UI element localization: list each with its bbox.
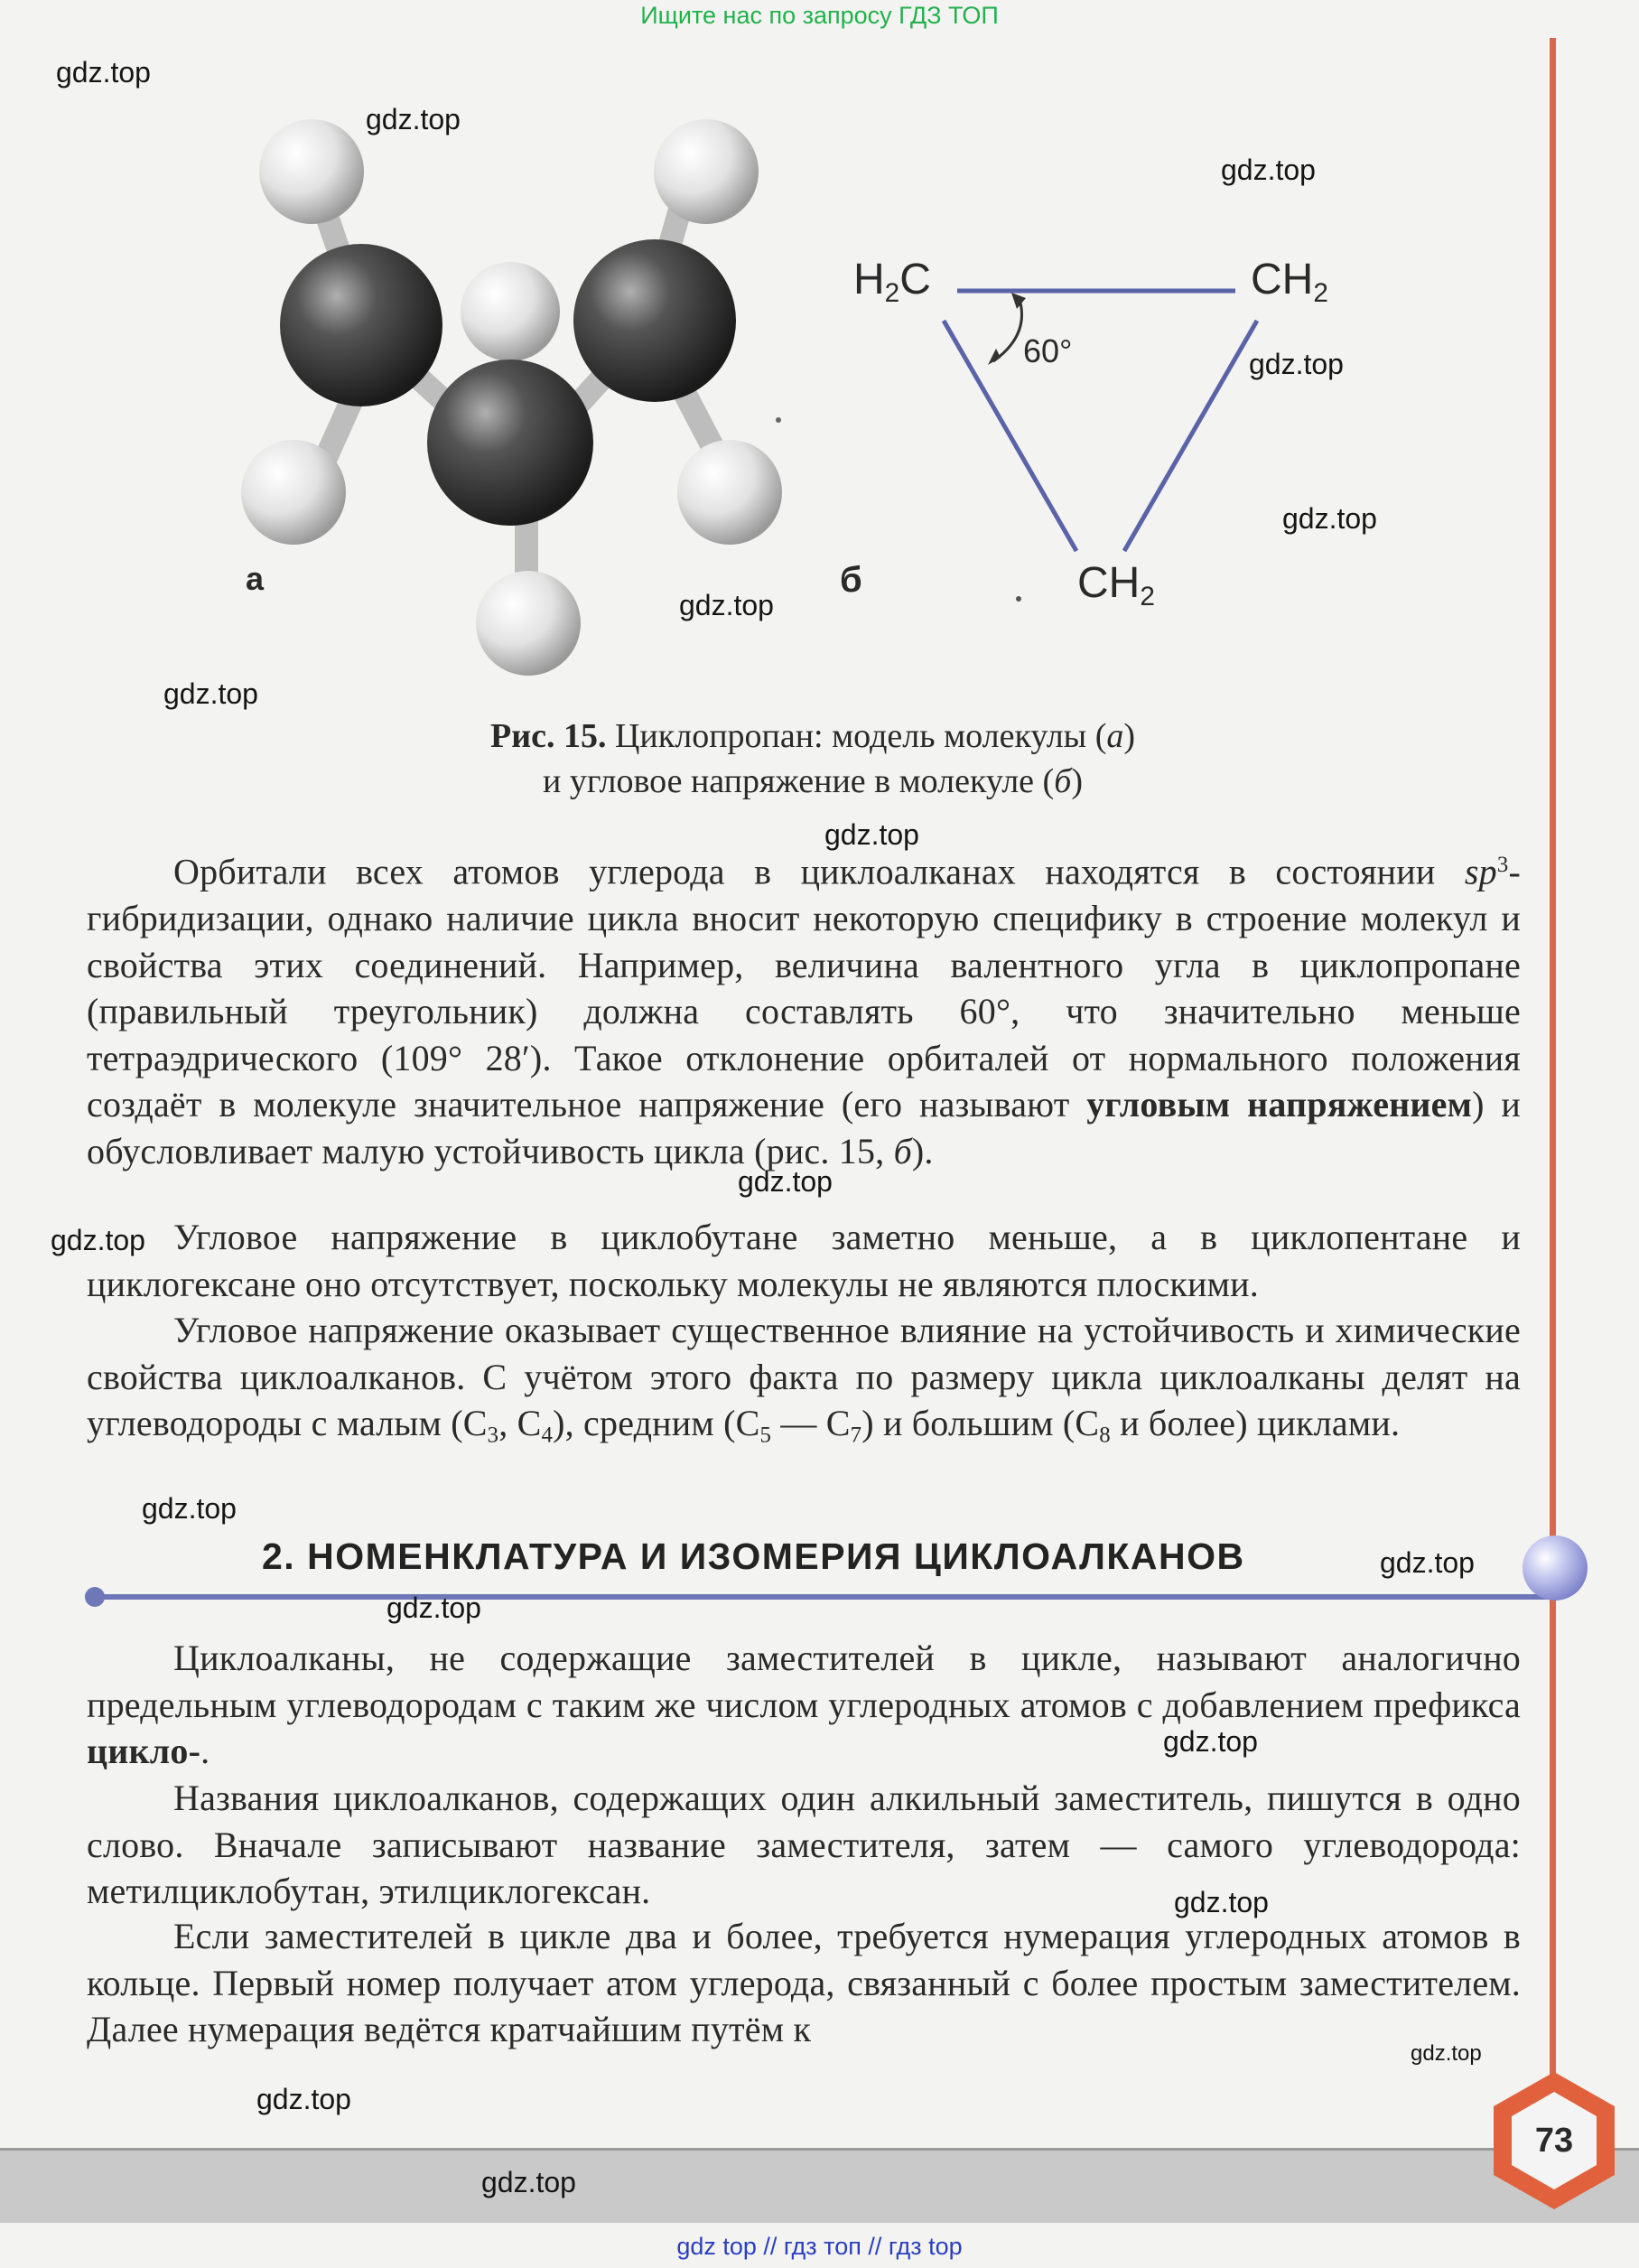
watermark: gdz.top	[1411, 2041, 1482, 2066]
formula-h2c: $H_2C$	[853, 256, 931, 308]
footer-band	[0, 2148, 1639, 2223]
hydrogen-atom	[476, 571, 581, 676]
hydrogen-atom	[461, 262, 560, 361]
paragraph-numbering: Если заместителей в цикле два и более, требуется нумерация углеродных атомов в кольце. Первый номер получает атом углерода, связанный с более простым заместителем. Далее нумерация ведётся кратчайшим путём к	[87, 1916, 1521, 2049]
figure-label-a: а	[246, 560, 265, 597]
triangle-diagram	[944, 291, 1257, 602]
term-angle-strain: угловым напряжением	[1086, 1084, 1473, 1125]
figure-cyclopropane	[0, 0, 1639, 705]
paragraph-cyclobutane: Угловое напряжение в циклобутане заметно меньше, а в циклопентане и циклогексане оно отсутствует, поскольку молекулы не являются плоскими.	[87, 1217, 1521, 1304]
watermark: gdz.top	[481, 2166, 576, 2198]
watermark: gdz.top	[366, 103, 461, 135]
paragraph-nomenclature: Циклоалканы, не содержащие заместителей в цикле, называют аналогично предельным углеводородам с таким же числом углеродных атомов с добавлением префикса цикло-.	[87, 1638, 1521, 1771]
dust-dot	[776, 417, 781, 423]
angle-label: 60°	[1023, 332, 1073, 369]
paragraph-ring-size: Угловое напряжение оказывает существенное влияние на устойчивость и химические свойства циклоалканов. С учётом этого факта по размеру цикла циклоалканы делят на углеводороды с малым ($C_3$, $C_4$), средним ($C_5$ — $C_7$) и большим ($C_8$ и более) циклами.	[87, 1310, 1521, 1448]
formula-ch2-right: $CH_2$	[1251, 256, 1328, 308]
watermark: gdz.top	[738, 1165, 833, 1198]
watermark: gdz.top	[824, 818, 919, 851]
term-prefix: цикло-	[87, 1731, 201, 1771]
carbon-atom	[573, 239, 736, 402]
caption-number: Рис. 15.	[490, 717, 607, 755]
watermark: gdz.top	[1174, 1886, 1269, 1918]
watermark: gdz.top	[142, 1492, 237, 1525]
paragraph-orbitals: Орбитали всех атомов углерода в циклоалканах находятся в состоянии $sp^3$-гибридизации, однако наличие цикла вносит некоторую специфику в строение молекул и свойства этих соединений. Например, величина валентного угла в циклопропане (правильный треугольник) должна составлять 60°, что значительно меньше тетраэдрического (109° 28′). Такое отклонение орбиталей от нормального положения создаёт в молекуле значительное напряжение (его называют угловым напряжением) и обусловливает малую устойчивость цикла (рис. 15, б).	[87, 851, 1522, 1171]
hydrogen-atom	[241, 440, 346, 545]
watermark: gdz.top	[1163, 1725, 1258, 1758]
top-banner[interactable]: Ищите нас по запросу ГДЗ ТОП	[640, 2, 999, 29]
figure-caption: Рис. 15. Циклопропан: модель молекулы (а) и угловое напряжение в молекуле (б)	[490, 717, 1135, 800]
watermark: gdz.top	[1282, 502, 1377, 535]
watermark: gdz.top	[1249, 348, 1344, 380]
paragraph-substituent: Названия циклоалканов, содержащих один алкильный заместитель, пишутся в одно слово. Вначале записывают название заместителя, затем — самого углеводорода: метилциклобутан, этилциклогексан.	[87, 1778, 1521, 1911]
watermark: gdz.top	[386, 1591, 481, 1624]
page-number: 73	[1534, 2121, 1574, 2160]
watermark: gdz.top	[256, 2083, 351, 2115]
hydrogen-atom	[654, 119, 759, 224]
heading-rule	[94, 1594, 1557, 1600]
watermark: gdz.top	[1221, 154, 1316, 186]
watermark: gdz.top	[163, 677, 258, 710]
carbon-atom	[427, 359, 593, 526]
watermark: gdz.top	[56, 56, 151, 89]
figure-label-b: б	[840, 560, 862, 600]
watermark: gdz.top	[679, 589, 774, 621]
heading-ball-ornament	[1523, 1535, 1588, 1601]
watermark: gdz.top	[1380, 1546, 1475, 1579]
carbon-atom	[280, 244, 442, 406]
watermark: gdz.top	[51, 1224, 145, 1256]
page-number-badge	[1488, 2068, 1620, 2213]
bottom-banner[interactable]: gdz top // гдз топ // гдз top	[676, 2233, 963, 2260]
hydrogen-atom	[677, 440, 782, 545]
heading-rule-dot	[85, 1587, 105, 1607]
hydrogen-atom	[259, 119, 364, 224]
formula-ch2-bottom: $CH_2$	[1077, 559, 1155, 611]
section-heading: 2. НОМЕНКЛАТУРА И ИЗОМЕРИЯ ЦИКЛОАЛКАНОВ	[262, 1535, 1245, 1577]
